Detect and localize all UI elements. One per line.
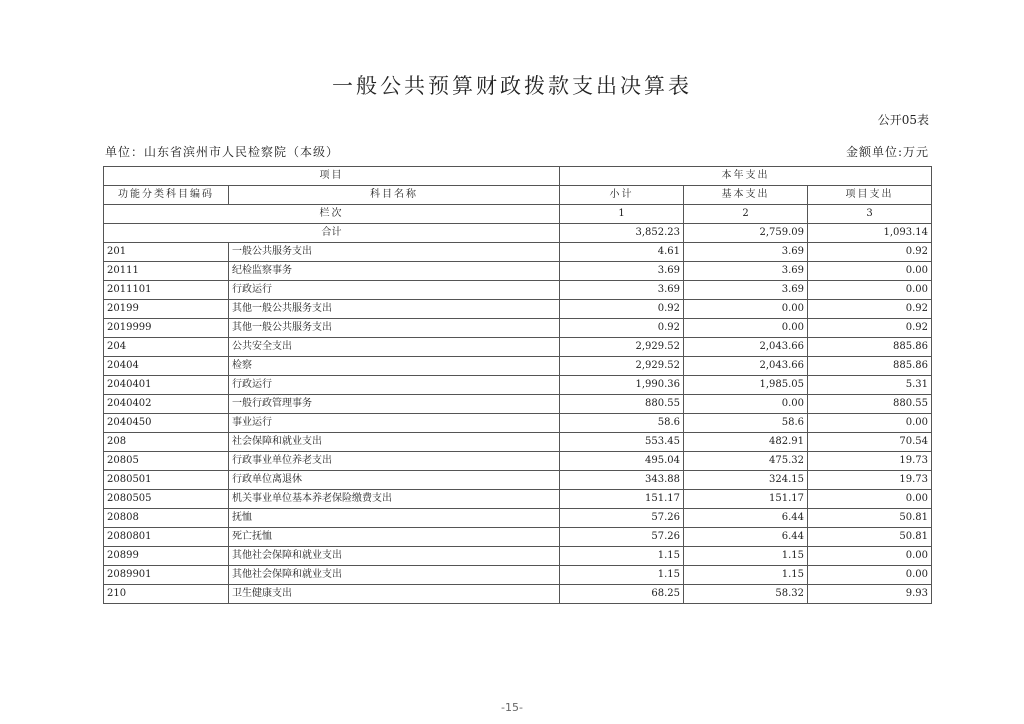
row-code: 208 [104, 433, 229, 452]
row-name: 其他一般公共服务支出 [229, 300, 560, 319]
row-code: 2040401 [104, 376, 229, 395]
header-current-year: 本年支出 [560, 167, 932, 186]
header-row-3 [104, 205, 932, 224]
row-subtotal: 2,929.52 [560, 338, 684, 357]
row-project: 880.55 [808, 395, 932, 414]
row-name: 抚恤 [229, 509, 560, 528]
row-code: 2080501 [104, 471, 229, 490]
row-project: 5.31 [808, 376, 932, 395]
row-code: 20805 [104, 452, 229, 471]
row-subtotal: 3.69 [560, 262, 684, 281]
row-subtotal: 1.15 [560, 566, 684, 585]
row-subtotal: 2,929.52 [560, 357, 684, 376]
row-project: 885.86 [808, 357, 932, 376]
page-number: -15- [501, 701, 523, 714]
row-project: 0.92 [808, 243, 932, 262]
row-project: 0.00 [808, 566, 932, 585]
row-subtotal: 343.88 [560, 471, 684, 490]
row-subtotal: 0.92 [560, 300, 684, 319]
header-project: 项目支出 [808, 186, 932, 205]
table-row [104, 376, 932, 395]
row-basic: 3.69 [684, 262, 808, 281]
row-basic: 6.44 [684, 528, 808, 547]
total-project: 1,093.14 [808, 224, 932, 243]
total-label: 合计 [104, 224, 560, 243]
row-code: 2040450 [104, 414, 229, 433]
row-name: 社会保障和就业支出 [229, 433, 560, 452]
row-basic: 1.15 [684, 566, 808, 585]
table-row [104, 452, 932, 471]
row-code: 2040402 [104, 395, 229, 414]
row-name: 一般行政管理事务 [229, 395, 560, 414]
row-code: 201 [104, 243, 229, 262]
page-title: 一般公共预算财政拨款支出决算表 [332, 74, 692, 98]
table-row [104, 281, 932, 300]
row-code: 2011101 [104, 281, 229, 300]
row-basic: 475.32 [684, 452, 808, 471]
table-row [104, 357, 932, 376]
table-row [104, 395, 932, 414]
row-basic: 0.00 [684, 300, 808, 319]
row-name: 行政运行 [229, 281, 560, 300]
row-project: 70.54 [808, 433, 932, 452]
row-subtotal: 1,990.36 [560, 376, 684, 395]
row-code: 20899 [104, 547, 229, 566]
header-col1: 1 [560, 205, 684, 224]
row-subtotal: 3.69 [560, 281, 684, 300]
table-row [104, 547, 932, 566]
header-name: 科目名称 [229, 186, 560, 205]
row-subtotal: 553.45 [560, 433, 684, 452]
row-basic: 3.69 [684, 243, 808, 262]
row-name: 机关事业单位基本养老保险缴费支出 [229, 490, 560, 509]
row-code: 2089901 [104, 566, 229, 585]
row-subtotal: 1.15 [560, 547, 684, 566]
row-project: 0.00 [808, 547, 932, 566]
expenditure-table [103, 166, 932, 604]
table-row [104, 566, 932, 585]
row-project: 0.00 [808, 414, 932, 433]
header-subtotal: 小计 [560, 186, 684, 205]
row-project: 0.00 [808, 262, 932, 281]
row-name: 其他社会保障和就业支出 [229, 547, 560, 566]
row-subtotal: 57.26 [560, 528, 684, 547]
row-name: 一般公共服务支出 [229, 243, 560, 262]
total-basic: 2,759.09 [684, 224, 808, 243]
row-code: 20199 [104, 300, 229, 319]
row-project: 19.73 [808, 452, 932, 471]
row-code: 204 [104, 338, 229, 357]
row-name: 检察 [229, 357, 560, 376]
row-basic: 3.69 [684, 281, 808, 300]
header-column-label: 栏次 [104, 205, 560, 224]
row-project: 50.81 [808, 509, 932, 528]
row-code: 2080801 [104, 528, 229, 547]
table-row [104, 433, 932, 452]
row-project: 9.93 [808, 585, 932, 604]
row-subtotal: 151.17 [560, 490, 684, 509]
table-row [104, 509, 932, 528]
table-row [104, 585, 932, 604]
row-basic: 2,043.66 [684, 357, 808, 376]
table-row [104, 262, 932, 281]
row-basic: 2,043.66 [684, 338, 808, 357]
row-project: 0.92 [808, 300, 932, 319]
row-basic: 1.15 [684, 547, 808, 566]
row-code: 2019999 [104, 319, 229, 338]
row-subtotal: 495.04 [560, 452, 684, 471]
row-code: 2080505 [104, 490, 229, 509]
header-basic: 基本支出 [684, 186, 808, 205]
row-basic: 1,985.05 [684, 376, 808, 395]
table-row [104, 338, 932, 357]
row-name: 公共安全支出 [229, 338, 560, 357]
row-project: 0.00 [808, 490, 932, 509]
total-row [104, 224, 932, 243]
row-basic: 324.15 [684, 471, 808, 490]
table-row [104, 414, 932, 433]
table-row [104, 490, 932, 509]
header-code: 功能分类科目编码 [104, 186, 229, 205]
table-row [104, 300, 932, 319]
row-basic: 482.91 [684, 433, 808, 452]
row-subtotal: 880.55 [560, 395, 684, 414]
row-basic: 0.00 [684, 319, 808, 338]
header-row-1 [104, 167, 932, 186]
row-basic: 58.6 [684, 414, 808, 433]
row-basic: 6.44 [684, 509, 808, 528]
header-col2: 2 [684, 205, 808, 224]
row-project: 885.86 [808, 338, 932, 357]
table-row [104, 528, 932, 547]
row-basic: 58.32 [684, 585, 808, 604]
row-name: 纪检监察事务 [229, 262, 560, 281]
row-project: 0.92 [808, 319, 932, 338]
row-name: 事业运行 [229, 414, 560, 433]
row-name: 行政运行 [229, 376, 560, 395]
header-row-2 [104, 186, 932, 205]
amount-unit: 金额单位:万元 [845, 145, 929, 159]
row-code: 20111 [104, 262, 229, 281]
row-project: 50.81 [808, 528, 932, 547]
row-basic: 0.00 [684, 395, 808, 414]
header-col3: 3 [808, 205, 932, 224]
row-name: 行政事业单位养老支出 [229, 452, 560, 471]
row-name: 其他一般公共服务支出 [229, 319, 560, 338]
reporting-unit: 单位：山东省滨州市人民检察院（本级） [105, 145, 340, 159]
row-subtotal: 68.25 [560, 585, 684, 604]
table-row [104, 471, 932, 490]
total-subtotal: 3,852.23 [560, 224, 684, 243]
row-name: 卫生健康支出 [229, 585, 560, 604]
table-row [104, 319, 932, 338]
header-item: 项目 [104, 167, 560, 186]
row-name: 其他社会保障和就业支出 [229, 566, 560, 585]
row-subtotal: 57.26 [560, 509, 684, 528]
row-project: 19.73 [808, 471, 932, 490]
row-code: 210 [104, 585, 229, 604]
row-code: 20404 [104, 357, 229, 376]
row-basic: 151.17 [684, 490, 808, 509]
table-number: 公开05表 [877, 113, 929, 127]
row-subtotal: 58.6 [560, 414, 684, 433]
row-code: 20808 [104, 509, 229, 528]
row-name: 行政单位离退休 [229, 471, 560, 490]
table-row [104, 243, 932, 262]
row-project: 0.00 [808, 281, 932, 300]
row-subtotal: 0.92 [560, 319, 684, 338]
row-subtotal: 4.61 [560, 243, 684, 262]
row-name: 死亡抚恤 [229, 528, 560, 547]
